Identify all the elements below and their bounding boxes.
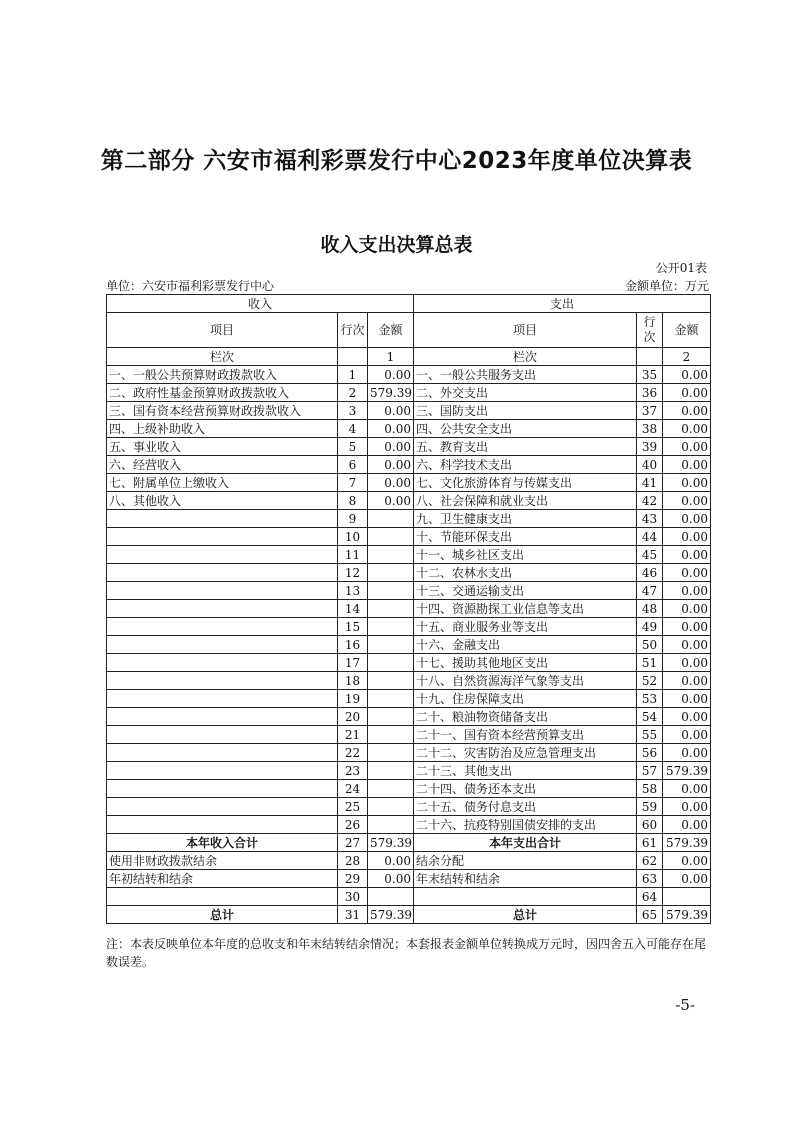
income-amount-cell [368, 798, 414, 816]
expense-item-cell: 十五、商业服务业等支出 [414, 618, 637, 636]
income-item-header: 项目 [107, 313, 338, 348]
expense-row-no-cell: 49 [637, 618, 663, 636]
expense-row-no-cell: 53 [637, 690, 663, 708]
expense-amount-cell: 0.00 [663, 654, 711, 672]
income-row-no-cell: 8 [338, 492, 368, 510]
table-row [107, 870, 711, 888]
income-row-no-cell: 5 [338, 438, 368, 456]
empty-cell [637, 348, 663, 366]
table-row [107, 420, 711, 438]
expense-amount-cell: 0.00 [663, 672, 711, 690]
income-item-cell: 八、其他收入 [107, 492, 338, 510]
table-row [107, 582, 711, 600]
table-row [107, 816, 711, 834]
column-index-row [107, 348, 711, 366]
income-item-cell [107, 528, 338, 546]
income-item-cell: 四、上级补助收入 [107, 420, 338, 438]
expense-row-no-cell: 42 [637, 492, 663, 510]
income-row-no-cell: 21 [338, 726, 368, 744]
income-amount-cell [368, 546, 414, 564]
table-row [107, 474, 711, 492]
expense-item-cell: 八、社会保障和就业支出 [414, 492, 637, 510]
income-item-cell: 总计 [107, 906, 338, 924]
income-item-cell [107, 690, 338, 708]
expense-amount-cell: 0.00 [663, 564, 711, 582]
table-row [107, 798, 711, 816]
income-item-cell: 一、一般公共预算财政拨款收入 [107, 366, 338, 384]
income-amount-cell: 0.00 [368, 492, 414, 510]
income-amount-cell: 0.00 [368, 852, 414, 870]
unit-name: 单位：六安市福利彩票发行中心 [106, 279, 275, 293]
expense-row-no-cell: 62 [637, 852, 663, 870]
expense-amount-cell: 0.00 [663, 528, 711, 546]
page-number: -5- [675, 996, 695, 1014]
expense-item-cell: 十二、农林水支出 [414, 564, 637, 582]
expense-amount-cell: 0.00 [663, 708, 711, 726]
expense-amount-cell: 0.00 [663, 690, 711, 708]
expense-row-no-cell: 55 [637, 726, 663, 744]
table-row [107, 906, 711, 924]
income-item-cell: 七、附属单位上缴收入 [107, 474, 338, 492]
income-row-no-cell: 20 [338, 708, 368, 726]
expense-amount-cell: 0.00 [663, 510, 711, 528]
expense-row-no-cell: 54 [637, 708, 663, 726]
income-item-cell [107, 636, 338, 654]
table-row [107, 654, 711, 672]
income-row-no-cell: 28 [338, 852, 368, 870]
income-row-no-cell: 2 [338, 384, 368, 402]
income-row-no-cell: 22 [338, 744, 368, 762]
expense-row-no-cell: 39 [637, 438, 663, 456]
income-row-no-cell: 6 [338, 456, 368, 474]
expense-row-no-cell: 58 [637, 780, 663, 798]
income-row-no-cell: 12 [338, 564, 368, 582]
expense-item-cell: 十三、交通运输支出 [414, 582, 637, 600]
income-item-cell: 使用非财政拨款结余 [107, 852, 338, 870]
amount-unit: 金额单位：万元 [624, 279, 709, 293]
income-item-cell [107, 798, 338, 816]
expense-item-cell: 二十一、国有资本经营预算支出 [414, 726, 637, 744]
table-row [107, 564, 711, 582]
expense-amount-cell: 579.39 [663, 834, 711, 852]
expense-amount-cell: 0.00 [663, 384, 711, 402]
table-row [107, 456, 711, 474]
expense-amount-cell: 0.00 [663, 582, 711, 600]
income-amount-cell [368, 600, 414, 618]
expense-amount-cell: 0.00 [663, 816, 711, 834]
income-item-cell: 二、政府性基金预算财政拨款收入 [107, 384, 338, 402]
income-row-no-cell: 31 [338, 906, 368, 924]
income-item-cell: 年初结转和结余 [107, 870, 338, 888]
expense-item-cell: 十一、城乡社区支出 [414, 546, 637, 564]
income-row-no-cell: 13 [338, 582, 368, 600]
income-row-no-cell: 26 [338, 816, 368, 834]
expense-item-cell: 二、外交支出 [414, 384, 637, 402]
income-col-label: 栏次 [107, 348, 338, 366]
expense-row-no-cell: 51 [637, 654, 663, 672]
income-amount-cell: 0.00 [368, 438, 414, 456]
expense-amount-cell: 0.00 [663, 492, 711, 510]
expense-row-no-cell: 44 [637, 528, 663, 546]
expense-item-cell: 二十四、债务还本支出 [414, 780, 637, 798]
income-item-cell: 五、事业收入 [107, 438, 338, 456]
income-amount-cell [368, 726, 414, 744]
expense-item-cell: 二十二、灾害防治及应急管理支出 [414, 744, 637, 762]
income-col-number: 1 [368, 348, 414, 366]
table-row [107, 690, 711, 708]
expense-item-cell: 二十三、其他支出 [414, 762, 637, 780]
table-row [107, 708, 711, 726]
expense-item-cell: 四、公共安全支出 [414, 420, 637, 438]
income-item-cell [107, 744, 338, 762]
expense-row-no-cell: 57 [637, 762, 663, 780]
table-row [107, 834, 711, 852]
expense-amount-cell: 579.39 [663, 762, 711, 780]
expense-row-no-cell: 40 [637, 456, 663, 474]
expense-row-no-cell: 38 [637, 420, 663, 438]
expense-item-cell: 十四、资源勘探工业信息等支出 [414, 600, 637, 618]
income-amount-cell [368, 888, 414, 906]
income-item-cell [107, 582, 338, 600]
expense-amount-cell [663, 888, 711, 906]
table-row [107, 744, 711, 762]
table-row [107, 726, 711, 744]
part-title: 第二部分 六安市福利彩票发行中心2023年度单位决算表 [100, 148, 693, 174]
income-row-no-cell: 10 [338, 528, 368, 546]
income-row-no-cell: 27 [338, 834, 368, 852]
expense-item-cell: 二十五、债务付息支出 [414, 798, 637, 816]
expense-amount-cell: 0.00 [663, 420, 711, 438]
expense-item-cell: 结余分配 [414, 852, 637, 870]
expense-item-cell: 一、一般公共服务支出 [414, 366, 637, 384]
expense-amount-cell: 0.00 [663, 366, 711, 384]
expense-row-no-cell: 50 [637, 636, 663, 654]
table-row [107, 438, 711, 456]
expense-amount-cell: 0.00 [663, 636, 711, 654]
income-row-no-cell: 23 [338, 762, 368, 780]
income-item-cell [107, 600, 338, 618]
expense-row-no-cell: 36 [637, 384, 663, 402]
table-row [107, 528, 711, 546]
income-row-no-cell: 14 [338, 600, 368, 618]
income-section-header: 收入 [107, 295, 414, 313]
income-amount-cell [368, 618, 414, 636]
income-amount-cell: 0.00 [368, 870, 414, 888]
expense-amount-cell: 0.00 [663, 744, 711, 762]
expense-item-cell: 七、文化旅游体育与传媒支出 [414, 474, 637, 492]
income-amount-cell [368, 672, 414, 690]
expense-amount-cell: 0.00 [663, 438, 711, 456]
income-row-no-cell: 7 [338, 474, 368, 492]
income-item-cell [107, 708, 338, 726]
income-row-no-cell: 30 [338, 888, 368, 906]
income-amount-cell [368, 582, 414, 600]
income-row-no-cell: 16 [338, 636, 368, 654]
income-item-cell [107, 888, 338, 906]
table-row [107, 546, 711, 564]
income-row-no-header: 行次 [338, 313, 368, 348]
income-row-no-cell: 4 [338, 420, 368, 438]
expense-item-cell: 十六、金融支出 [414, 636, 637, 654]
income-row-no-cell: 11 [338, 546, 368, 564]
table-row [107, 492, 711, 510]
income-row-no-cell: 9 [338, 510, 368, 528]
table-note: 注：本表反映单位本年度的总收支和年末结转结余情况；本套报表金额单位转换成万元时，因四舍五入可能存在尾数误差。 [106, 937, 707, 969]
table-row [107, 510, 711, 528]
expense-amount-cell: 0.00 [663, 618, 711, 636]
income-amount-cell [368, 690, 414, 708]
income-item-cell [107, 762, 338, 780]
income-amount-cell [368, 528, 414, 546]
income-row-no-cell: 15 [338, 618, 368, 636]
income-item-cell [107, 780, 338, 798]
expense-item-cell: 年末结转和结余 [414, 870, 637, 888]
expense-col-label: 栏次 [414, 348, 637, 366]
table-row [107, 852, 711, 870]
income-expense-table [106, 294, 711, 924]
income-amount-cell [368, 636, 414, 654]
income-row-no-cell: 29 [338, 870, 368, 888]
income-item-cell [107, 618, 338, 636]
expense-item-cell: 总计 [414, 906, 637, 924]
expense-row-no-header [637, 313, 663, 348]
expense-amount-cell: 0.00 [663, 798, 711, 816]
expense-row-no-cell: 35 [637, 366, 663, 384]
income-item-cell: 本年收入合计 [107, 834, 338, 852]
income-item-cell [107, 672, 338, 690]
income-amount-cell: 0.00 [368, 402, 414, 420]
income-item-cell [107, 546, 338, 564]
expense-row-no-cell: 37 [637, 402, 663, 420]
expense-row-no-cell: 43 [637, 510, 663, 528]
income-row-no-cell: 25 [338, 798, 368, 816]
income-item-cell [107, 654, 338, 672]
expense-item-cell: 九、卫生健康支出 [414, 510, 637, 528]
income-row-no-cell: 17 [338, 654, 368, 672]
income-row-no-cell: 3 [338, 402, 368, 420]
expense-amount-cell: 0.00 [663, 852, 711, 870]
income-item-cell: 三、国有资本经营预算财政拨款收入 [107, 402, 338, 420]
income-amount-cell [368, 762, 414, 780]
expense-row-no-cell: 46 [637, 564, 663, 582]
income-amount-cell: 579.39 [368, 834, 414, 852]
expense-item-cell: 十七、援助其他地区支出 [414, 654, 637, 672]
expense-amount-cell: 0.00 [663, 402, 711, 420]
table-row [107, 600, 711, 618]
income-amount-cell [368, 654, 414, 672]
expense-amount-cell: 579.39 [663, 906, 711, 924]
table-row [107, 618, 711, 636]
income-amount-cell [368, 708, 414, 726]
expense-row-no-cell: 60 [637, 816, 663, 834]
expense-row-no-cell: 48 [637, 600, 663, 618]
income-amount-cell [368, 744, 414, 762]
table-title: 收入支出决算总表 [320, 234, 473, 256]
income-amount-cell [368, 816, 414, 834]
expense-row-no-cell: 52 [637, 672, 663, 690]
expense-item-cell: 十九、住房保障支出 [414, 690, 637, 708]
income-row-no-cell: 18 [338, 672, 368, 690]
table-row [107, 672, 711, 690]
form-number: 公开01表 [655, 261, 707, 275]
expense-amount-cell: 0.00 [663, 456, 711, 474]
table-row [107, 762, 711, 780]
table-row [107, 384, 711, 402]
income-amount-cell: 0.00 [368, 474, 414, 492]
income-item-cell [107, 510, 338, 528]
expense-row-no-cell: 61 [637, 834, 663, 852]
expense-row-no-cell: 64 [637, 888, 663, 906]
expense-section-header: 支出 [414, 295, 711, 313]
income-row-no-cell: 1 [338, 366, 368, 384]
expense-row-no-cell: 45 [637, 546, 663, 564]
empty-cell [338, 348, 368, 366]
table-row [107, 888, 711, 906]
income-amount-cell: 0.00 [368, 456, 414, 474]
unit-row [106, 277, 709, 294]
income-row-no-cell: 24 [338, 780, 368, 798]
expense-row-no-cell: 56 [637, 744, 663, 762]
income-item-cell [107, 564, 338, 582]
expense-item-cell: 五、教育支出 [414, 438, 637, 456]
expense-amount-cell: 0.00 [663, 600, 711, 618]
expense-row-no-label: 行 次 [643, 315, 656, 344]
table-row [107, 366, 711, 384]
expense-col-number: 2 [663, 348, 711, 366]
expense-item-cell: 本年支出合计 [414, 834, 637, 852]
expense-amount-header: 金额 [663, 313, 711, 348]
table-row [107, 636, 711, 654]
expense-amount-cell: 0.00 [663, 474, 711, 492]
income-amount-cell: 0.00 [368, 420, 414, 438]
income-row-no-cell: 19 [338, 690, 368, 708]
expense-item-cell: 十、节能环保支出 [414, 528, 637, 546]
income-amount-cell [368, 564, 414, 582]
expense-item-cell [414, 888, 637, 906]
expense-item-cell: 十八、自然资源海洋气象等支出 [414, 672, 637, 690]
expense-amount-cell: 0.00 [663, 726, 711, 744]
income-item-cell [107, 726, 338, 744]
expense-row-no-cell: 41 [637, 474, 663, 492]
expense-row-no-cell: 47 [637, 582, 663, 600]
expense-amount-cell: 0.00 [663, 780, 711, 798]
income-amount-cell [368, 780, 414, 798]
expense-amount-cell: 0.00 [663, 546, 711, 564]
section-header-row [107, 295, 711, 313]
income-item-cell: 六、经营收入 [107, 456, 338, 474]
expense-row-no-cell: 63 [637, 870, 663, 888]
expense-row-no-cell: 59 [637, 798, 663, 816]
income-amount-cell: 0.00 [368, 366, 414, 384]
income-amount-cell: 579.39 [368, 384, 414, 402]
expense-item-cell: 三、国防支出 [414, 402, 637, 420]
expense-item-cell: 二十、粮油物资储备支出 [414, 708, 637, 726]
income-amount-cell [368, 510, 414, 528]
expense-item-cell: 六、科学技术支出 [414, 456, 637, 474]
income-amount-header: 金额 [368, 313, 414, 348]
table-row [107, 780, 711, 798]
expense-amount-cell: 0.00 [663, 870, 711, 888]
income-amount-cell: 579.39 [368, 906, 414, 924]
expense-item-cell: 二十六、抗疫特别国债安排的支出 [414, 816, 637, 834]
column-header-row [107, 313, 711, 348]
expense-item-header: 项目 [414, 313, 637, 348]
expense-row-no-cell: 65 [637, 906, 663, 924]
table-row [107, 402, 711, 420]
income-item-cell [107, 816, 338, 834]
